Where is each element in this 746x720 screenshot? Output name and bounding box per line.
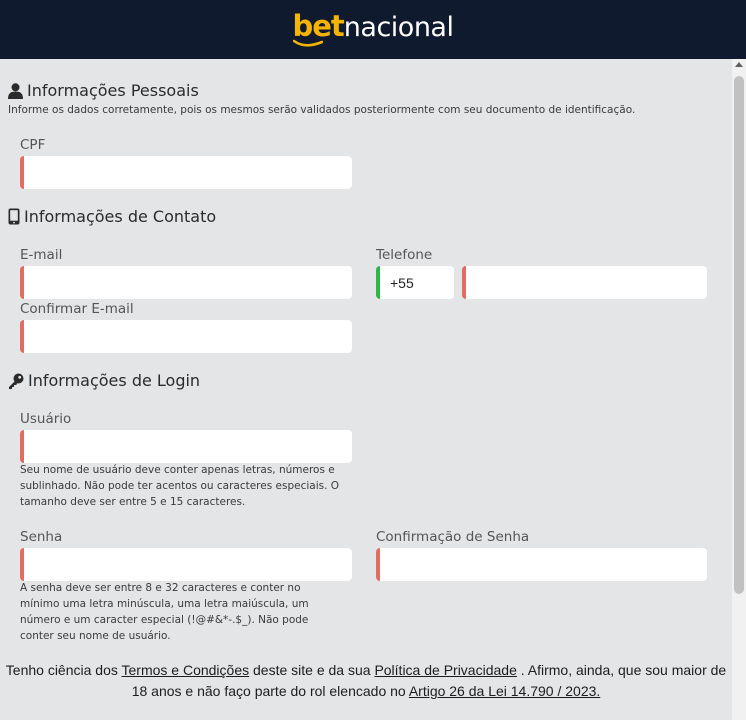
site-header — [0, 0, 746, 59]
password-label: Senha — [20, 529, 63, 545]
confirm-email-input[interactable] — [20, 320, 352, 353]
login-info-heading — [8, 371, 200, 390]
personal-info-heading — [8, 81, 199, 100]
terms-text-part3: . Afirmo, ainda, que sou maior de 18 anos e não faço parte do rol elencado no — [131, 662, 727, 699]
phone-label: Telefone — [376, 247, 433, 263]
username-label: Usuário — [20, 411, 72, 427]
law-article-link[interactable]: Artigo 26 da Lei 14.790 / 2023. — [408, 683, 601, 699]
vertical-scrollbar[interactable] — [732, 59, 746, 720]
username-input[interactable] — [20, 430, 352, 463]
terms-link[interactable]: Termos e Condições — [121, 662, 250, 678]
password-input[interactable] — [20, 548, 352, 581]
key-icon — [8, 373, 24, 389]
username-hint: Seu nome de usuário deve conter apenas letras, números e sublinhado. Não pode ter acentos ou caracteres especiais. O tamanho deve ser entre 5 e 15 caracteres. — [20, 464, 340, 508]
personal-info-title: Informações Pessoais — [27, 81, 199, 100]
terms-text-part1: Tenho ciência dos — [5, 662, 122, 678]
mobile-phone-icon — [8, 208, 20, 225]
user-icon — [8, 83, 23, 99]
personal-info-subtitle: Informe os dados corretamente, pois os mesmos serão validados posteriormente com seu documento de identificação. — [8, 104, 636, 116]
login-info-title: Informações de Login — [28, 371, 201, 390]
scroll-up-arrow-icon[interactable] — [735, 62, 743, 67]
email-label: E-mail — [20, 247, 63, 263]
scrollbar-thumb[interactable] — [734, 76, 744, 594]
email-input[interactable] — [20, 266, 352, 299]
confirm-password-input[interactable] — [376, 548, 707, 581]
privacy-policy-link[interactable]: Política de Privacidade — [374, 662, 517, 678]
logo-bet-text: bet — [292, 8, 344, 43]
confirm-email-label: Confirmar E-mail — [20, 301, 134, 317]
cpf-label: CPF — [20, 137, 46, 153]
contact-info-title: Informações de Contato — [24, 207, 217, 226]
phone-country-code-input[interactable]: +55 — [376, 266, 454, 299]
logo-nacional-text: nacional — [343, 11, 454, 43]
contact-info-heading — [8, 207, 216, 226]
terms-text-part2: deste site e da sua — [249, 662, 375, 678]
registration-form — [0, 59, 732, 720]
betnacional-logo[interactable] — [293, 9, 454, 43]
phone-number-input[interactable] — [462, 266, 707, 299]
confirm-password-label: Confirmação de Senha — [376, 529, 530, 545]
cpf-input[interactable] — [20, 156, 352, 189]
terms-agreement-text — [0, 660, 732, 702]
password-hint: A senha deve ser entre 8 e 32 caracteres e conter no mínimo uma letra minúscula, uma letra maiúscula, um número e um caracter especial (!@#&*-.$_). Não pode conter seu nome de usuário. — [20, 582, 309, 642]
logo-swoosh-icon — [293, 39, 323, 49]
